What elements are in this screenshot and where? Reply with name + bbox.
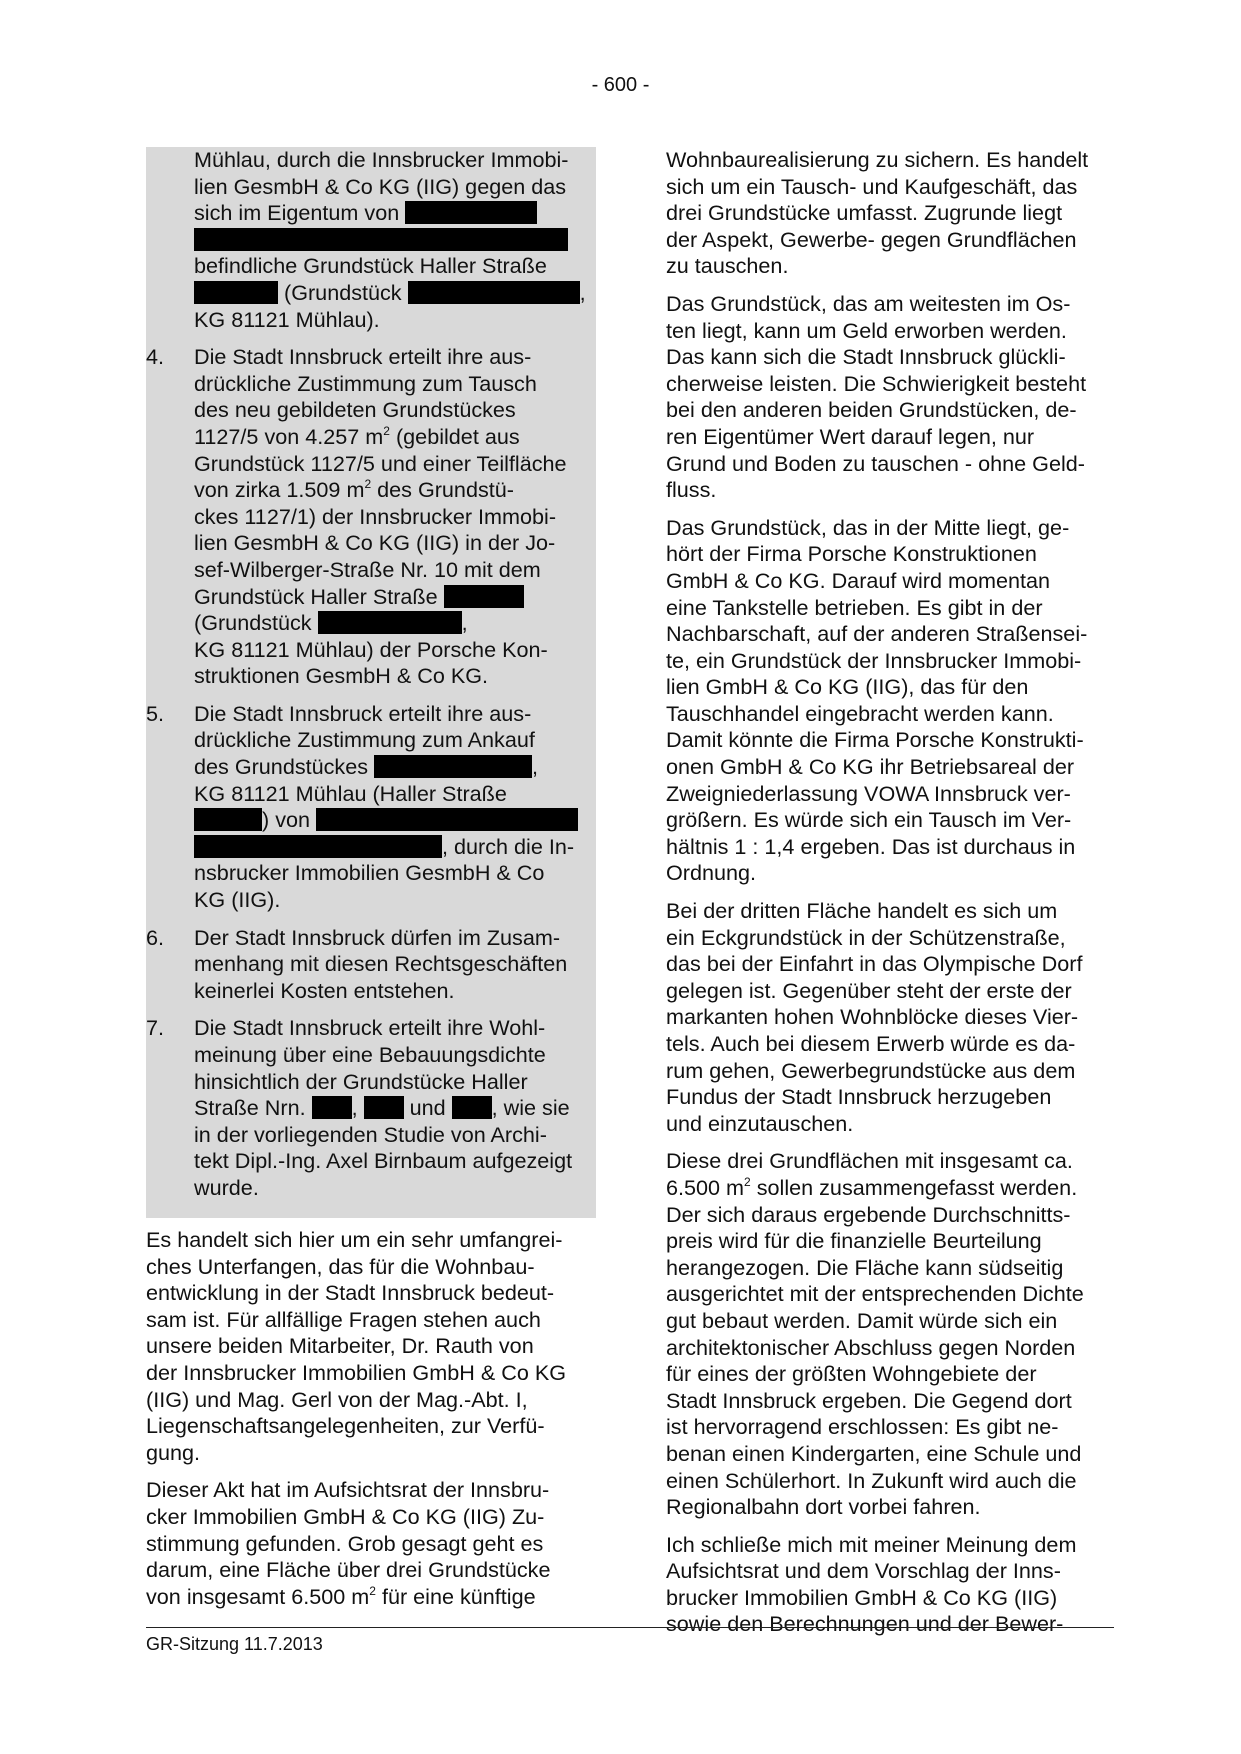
text-line: KG 81121 Mühlau) der Porsche Kon- bbox=[194, 636, 548, 662]
text-line: Grundstück 1127/5 und einer Teilfläche bbox=[194, 450, 567, 476]
text-line: drückliche Zustimmung zum Ankauf bbox=[194, 727, 535, 753]
text-line bbox=[666, 1175, 1126, 1202]
text-line: onen GmbH & Co KG ihr Betriebsareal der bbox=[666, 754, 1075, 780]
text-span: , bbox=[532, 754, 539, 780]
text-line: architektonischer Abschluss gegen Norden bbox=[666, 1334, 1076, 1360]
text-line: Mühlau, durch die Innsbrucker Immobi- bbox=[194, 147, 569, 172]
text-line: ist hervorragend erschlossen: Es gibt ne- bbox=[666, 1414, 1059, 1440]
redaction-bar bbox=[312, 1096, 352, 1119]
text-line bbox=[146, 1584, 596, 1611]
text-line: ten liegt, kann um Geld erworben werden. bbox=[666, 317, 1067, 343]
text-line: Es handelt sich hier um ein sehr umfangrei- bbox=[146, 1227, 563, 1252]
text-line: zu tauschen. bbox=[666, 253, 789, 279]
text-line bbox=[194, 834, 596, 861]
text-span: , bbox=[461, 610, 468, 636]
superscript: 2 bbox=[744, 1174, 751, 1189]
redaction-bar bbox=[194, 808, 262, 831]
text-line: hältnis 1 : 1,4 ergeben. Das ist durchaus in bbox=[666, 833, 1076, 859]
text-line: Der Stadt Innsbruck dürfen im Zusam- bbox=[194, 924, 561, 950]
text-line: lien GmbH & Co KG (IIG), das für den bbox=[666, 674, 1029, 700]
text-line: Das Grundstück, das am weitesten im Os- bbox=[666, 290, 1071, 316]
text-line: Nachbarschaft, auf der anderen Straßensei- bbox=[666, 621, 1088, 647]
text-line: lien GesmbH & Co KG (IIG) in der Jo- bbox=[194, 530, 556, 556]
text-line: KG (IIG). bbox=[194, 887, 281, 913]
text-span: ) von bbox=[262, 807, 311, 833]
text-line: KG 81121 Mühlau). bbox=[194, 306, 380, 332]
text-line: menhang mit diesen Rechtsgeschäften bbox=[194, 951, 568, 977]
text-span: Straße Nrn. bbox=[194, 1095, 306, 1121]
text-line: Der sich daraus ergebende Durchschnitts- bbox=[666, 1201, 1071, 1227]
text-line: ren Eigentümer Wert darauf legen, nur bbox=[666, 423, 1035, 449]
text-line: Die Stadt Innsbruck erteilt ihre aus- bbox=[194, 700, 532, 726]
text-line: tekt Dipl.-Ing. Axel Birnbaum aufgezeigt bbox=[194, 1148, 573, 1174]
text-line: hört der Firma Porsche Konstruktionen bbox=[666, 541, 1037, 567]
text-line: fluss. bbox=[666, 477, 717, 503]
list-number: 6. bbox=[146, 924, 165, 950]
text-line: ckes 1127/1) der Innsbrucker Immobi- bbox=[194, 503, 557, 529]
text-span: Grundstück Haller Straße bbox=[194, 583, 438, 609]
text-span: , wie sie bbox=[491, 1095, 570, 1121]
redaction-bar bbox=[316, 808, 578, 831]
text-line: preis wird für die finanzielle Beurteilung bbox=[666, 1228, 1042, 1254]
paragraph bbox=[146, 1477, 596, 1610]
text-line: Die Stadt Innsbruck erteilt ihre Wohl- bbox=[194, 1015, 546, 1041]
text-line: herangezogen. Die Fläche kann südseitig bbox=[666, 1254, 1064, 1280]
text-line: markanten hohen Wohnblöcke dieses Vier- bbox=[666, 1004, 1079, 1030]
text-line bbox=[194, 754, 596, 781]
text-line: unsere beiden Mitarbeiter, Dr. Rauth von bbox=[146, 1333, 534, 1359]
text-span: und bbox=[409, 1095, 446, 1121]
text-line bbox=[194, 1095, 596, 1122]
text-line: Dieser Akt hat im Aufsichtsrat der Innsbru- bbox=[146, 1477, 550, 1503]
text-line: Die Stadt Innsbruck erteilt ihre aus- bbox=[194, 344, 532, 370]
text-span: , bbox=[351, 1095, 358, 1121]
list-item-5 bbox=[146, 701, 596, 914]
text-line: meinung über eine Bebauungsdichte bbox=[194, 1042, 546, 1067]
text-span: sich im Eigentum von bbox=[194, 200, 400, 226]
text-span: 6.500 m bbox=[666, 1174, 745, 1200]
text-line: (IIG) und Mag. Gerl von der Mag.-Abt. I, bbox=[146, 1386, 528, 1412]
text-line bbox=[194, 424, 596, 451]
text-line: cker Immobilien GmbH & Co KG (IIG) Zu- bbox=[146, 1503, 545, 1529]
redaction-bar bbox=[452, 1096, 492, 1119]
list-item-4 bbox=[146, 344, 596, 690]
list-item-7 bbox=[146, 1015, 596, 1201]
text-line: drei Grundstücke umfasst. Zugrunde liegt bbox=[666, 200, 1063, 226]
text-line: das bei der Einfahrt in das Olympische Dorf bbox=[666, 951, 1083, 977]
redaction-bar bbox=[194, 835, 442, 858]
text-line: Regionalbahn dort vorbei fahren. bbox=[666, 1494, 981, 1520]
text-line: für eines der größten Wohngebiete der bbox=[666, 1361, 1037, 1387]
decision-block bbox=[146, 147, 596, 1202]
superscript: 2 bbox=[369, 1583, 376, 1598]
list-number: 4. bbox=[146, 344, 165, 370]
text-line: Ordnung. bbox=[666, 860, 757, 886]
text-line: größern. Es würde sich ein Tausch im Ver- bbox=[666, 807, 1072, 833]
text-line: KG 81121 Mühlau (Haller Straße bbox=[194, 780, 507, 806]
paragraph bbox=[666, 1148, 1126, 1520]
list-item-6 bbox=[146, 925, 596, 1005]
text-line: ein Eckgrundstück in der Schützenstraße, bbox=[666, 924, 1066, 950]
text-line: eine Tankstelle betrieben. Es gibt in der bbox=[666, 594, 1043, 620]
text-line: des neu gebildeten Grundstückes bbox=[194, 397, 516, 423]
text-line: Bei der dritten Fläche handelt es sich um bbox=[666, 898, 1058, 924]
text-line: und einzutauschen. bbox=[666, 1110, 854, 1136]
paragraph bbox=[666, 515, 1126, 887]
list-number: 5. bbox=[146, 700, 165, 726]
text-line: Grund und Boden zu tauschen - ohne Geld- bbox=[666, 450, 1085, 476]
text-line: brucker Immobilien GmbH & Co KG (IIG) bbox=[666, 1584, 1058, 1610]
text-line bbox=[194, 200, 596, 227]
continued-item bbox=[146, 147, 596, 333]
text-line bbox=[194, 610, 596, 637]
left-body-text bbox=[146, 1227, 596, 1621]
text-line: benan einen Kindergarten, eine Schule und bbox=[666, 1440, 1082, 1466]
text-line: Das kann sich die Stadt Innsbruck glückli- bbox=[666, 344, 1066, 370]
text-line: keinerlei Kosten entstehen. bbox=[194, 977, 455, 1003]
text-line bbox=[194, 477, 596, 504]
text-line: nsbrucker Immobilien GesmbH & Co bbox=[194, 860, 545, 886]
right-body-text bbox=[666, 147, 1126, 1649]
text-line: entwicklung in der Stadt Innsbruck bedeut- bbox=[146, 1280, 555, 1306]
text-line bbox=[194, 807, 596, 834]
redaction-bar bbox=[405, 201, 537, 224]
text-line: lien GesmbH & Co KG (IIG) gegen das bbox=[194, 173, 567, 199]
text-line: der Innsbrucker Immobilien GmbH & Co KG bbox=[146, 1359, 567, 1385]
page-number: - 600 - bbox=[591, 74, 650, 96]
text-line bbox=[194, 584, 596, 611]
text-span: 1127/5 von 4.257 m bbox=[194, 423, 384, 449]
text-span: des Grundstückes bbox=[194, 754, 369, 780]
text-line: wurde. bbox=[194, 1174, 259, 1200]
text-line: Fundus der Stadt Innsbruck herzugeben bbox=[666, 1084, 1052, 1110]
text-span: , durch die In- bbox=[442, 833, 575, 859]
text-line: Aufsichtsrat und dem Vorschlag der Inns- bbox=[666, 1558, 1061, 1584]
redaction-bar bbox=[194, 281, 278, 304]
text-line: sich um ein Tausch- und Kaufgeschäft, das bbox=[666, 173, 1078, 199]
text-span: von zirka 1.509 m bbox=[194, 477, 365, 503]
text-line: Damit könnte die Firma Porsche Konstrukti- bbox=[666, 727, 1084, 753]
paragraph bbox=[666, 1532, 1126, 1638]
list-number: 7. bbox=[146, 1015, 165, 1041]
text-span: (Grundstück bbox=[194, 610, 312, 636]
redaction-bar bbox=[318, 611, 462, 634]
text-line: te, ein Grundstück der Innsbrucker Immobi- bbox=[666, 647, 1082, 673]
redaction-bar bbox=[444, 585, 524, 608]
text-line: GmbH & Co KG. Darauf wird momentan bbox=[666, 567, 1051, 593]
footer-text: GR-Sitzung 11.7.2013 bbox=[146, 1634, 323, 1654]
text-line: sam ist. Für allfällige Fragen stehen auch bbox=[146, 1306, 541, 1332]
superscript: 2 bbox=[364, 477, 372, 492]
text-line: Ich schließe mich mit meiner Meinung dem bbox=[666, 1531, 1077, 1557]
text-line: gung. bbox=[146, 1439, 201, 1465]
text-line: befindliche Grundstück Haller Straße bbox=[194, 253, 547, 279]
text-line: Liegenschaftsangelegenheiten, zur Verfü- bbox=[146, 1413, 545, 1439]
text-line bbox=[194, 280, 596, 307]
text-line: tels. Auch bei diesem Erwerb würde es da- bbox=[666, 1031, 1076, 1056]
text-line: Stadt Innsbruck ergeben. Die Gegend dort bbox=[666, 1387, 1072, 1413]
text-line: stimmung gefunden. Grob gesagt geht es bbox=[146, 1530, 544, 1556]
text-line bbox=[194, 227, 596, 254]
text-line: Das Grundstück, das in der Mitte liegt, ge- bbox=[666, 514, 1070, 540]
text-line: einen Schülerhort. In Zukunft wird auch die bbox=[666, 1467, 1077, 1493]
text-span: sollen zusammengefasst werden. bbox=[750, 1174, 1078, 1200]
text-span: , bbox=[579, 279, 586, 305]
text-line: Zweigniederlassung VOWA Innsbruck ver- bbox=[666, 780, 1071, 806]
text-span: des Grundstü- bbox=[371, 477, 514, 503]
paragraph bbox=[666, 291, 1126, 504]
text-line: cherweise leisten. Die Schwierigkeit besteht bbox=[666, 370, 1087, 396]
paragraph bbox=[666, 147, 1126, 280]
text-span: (Grundstück bbox=[284, 279, 402, 305]
text-line: sowie den Berechnungen und der Bewer- bbox=[666, 1611, 1064, 1637]
paragraph bbox=[666, 898, 1126, 1137]
text-line: drückliche Zustimmung zum Tausch bbox=[194, 370, 537, 396]
text-line: struktionen GesmbH & Co KG. bbox=[194, 663, 489, 689]
paragraph bbox=[146, 1227, 596, 1466]
text-line: hinsichtlich der Grundstücke Haller bbox=[194, 1068, 528, 1094]
text-span: (gebildet aus bbox=[389, 423, 520, 449]
text-line: Wohnbaurealisierung zu sichern. Es handelt bbox=[666, 147, 1089, 172]
redaction-bar bbox=[408, 281, 580, 304]
text-line: der Aspekt, Gewerbe- gegen Grundflächen bbox=[666, 226, 1077, 252]
text-line: bei den anderen beiden Grundstücken, de- bbox=[666, 397, 1077, 423]
superscript: 2 bbox=[383, 423, 390, 438]
text-span: für eine künftige bbox=[375, 1583, 536, 1609]
text-line: Tauschhandel eingebracht werden kann. bbox=[666, 700, 1054, 726]
text-line: ausgerichtet mit der entsprechenden Dichte bbox=[666, 1281, 1084, 1307]
text-line: gut bebaut werden. Damit würde sich ein bbox=[666, 1307, 1058, 1333]
redaction-bar bbox=[194, 228, 568, 251]
redaction-bar bbox=[374, 755, 532, 778]
redaction-bar bbox=[364, 1096, 404, 1119]
text-line: gelegen ist. Gegenüber steht der erste der bbox=[666, 977, 1072, 1003]
text-line: sef-Wilberger-Straße Nr. 10 mit dem bbox=[194, 556, 541, 582]
text-line: ches Unterfangen, das für die Wohnbau- bbox=[146, 1253, 535, 1279]
footer-rule bbox=[146, 1627, 1114, 1628]
text-line: Diese drei Grundflächen mit insgesamt ca. bbox=[666, 1148, 1073, 1174]
text-span: von insgesamt 6.500 m bbox=[146, 1583, 370, 1609]
text-line: rum gehen, Gewerbegrundstücke aus dem bbox=[666, 1057, 1076, 1083]
text-line: darum, eine Fläche über drei Grundstücke bbox=[146, 1557, 551, 1583]
text-line: in der vorliegenden Studie von Archi- bbox=[194, 1121, 547, 1147]
